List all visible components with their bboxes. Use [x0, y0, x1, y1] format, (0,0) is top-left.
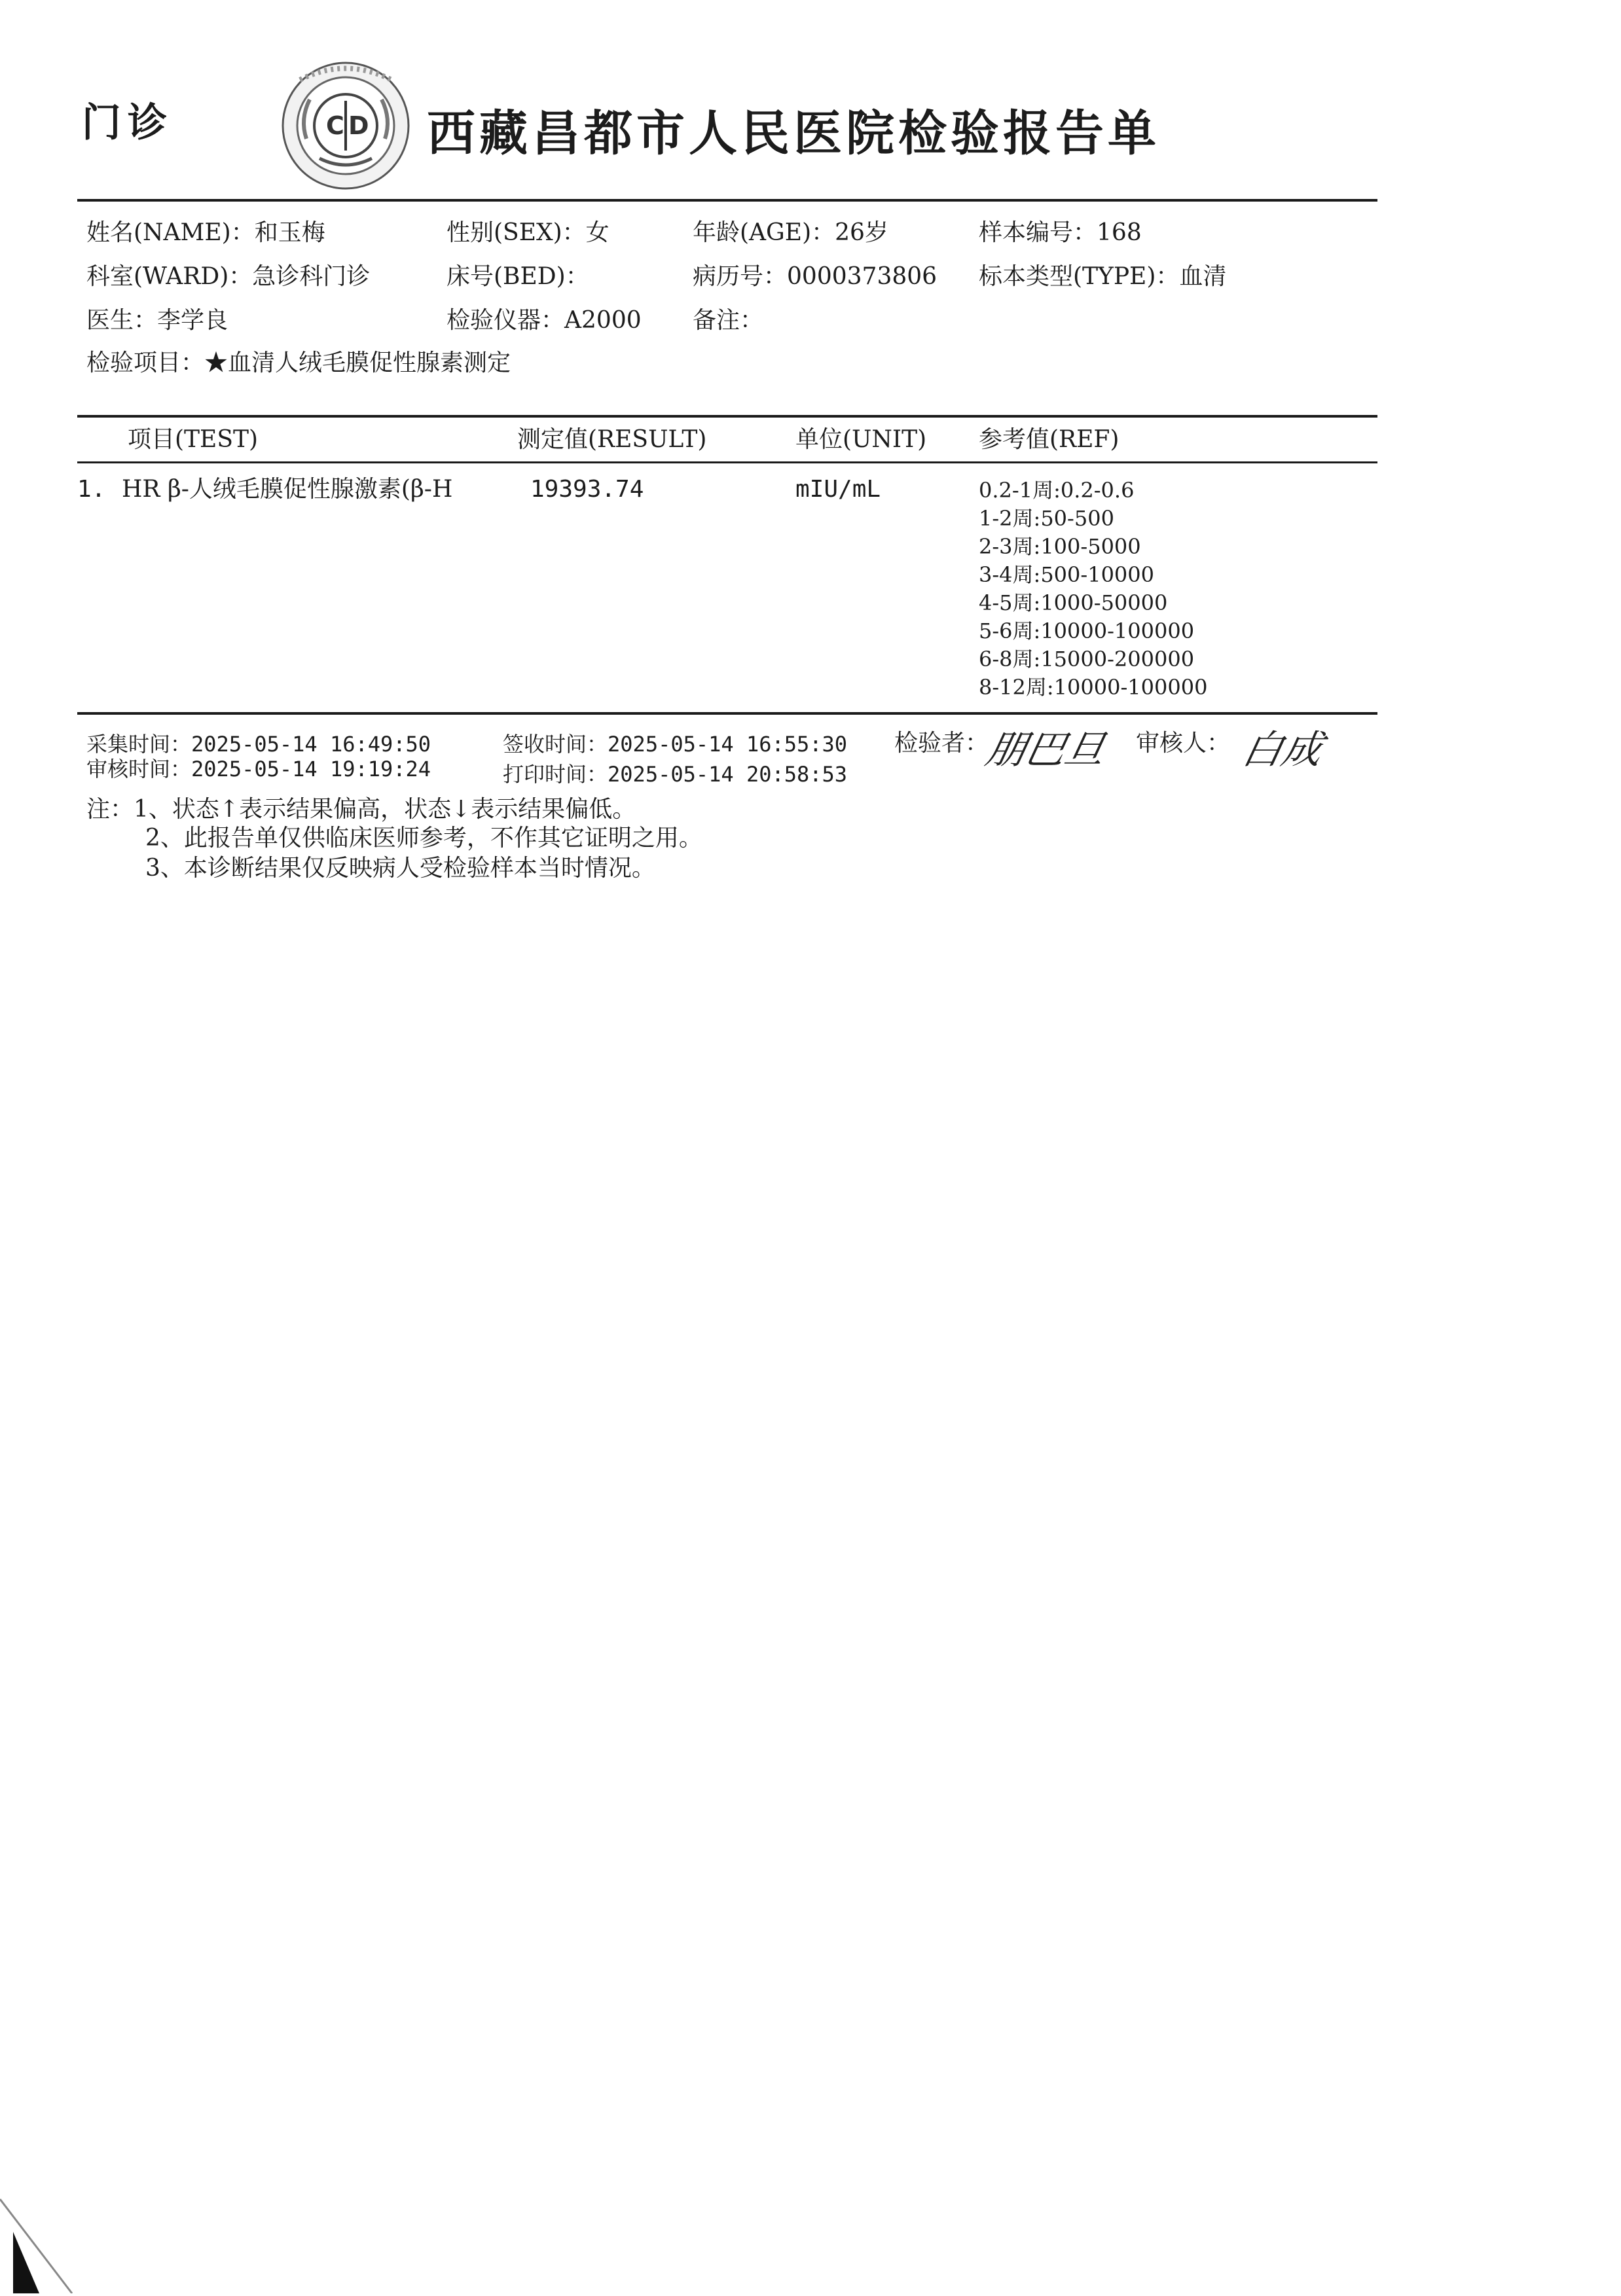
remark-field [693, 309, 763, 332]
ward: 急诊科门诊 [252, 263, 371, 290]
ward-label: 科室(WARD)： [86, 263, 253, 290]
instrument-label: 检验仪器： [446, 307, 565, 334]
receive-time-field [503, 728, 847, 758]
instrument: A2000 [564, 307, 642, 334]
reviewer-label: 审核人： [1136, 730, 1231, 757]
sex-label: 性别(SEX)： [446, 219, 586, 246]
table-bottom-divider [77, 712, 1377, 715]
column-header-result: 测定值(RESULT) [517, 426, 707, 453]
review-time-label: 审核时间： [86, 757, 192, 781]
sample-number-field [979, 221, 1142, 245]
row-index: 1. [77, 476, 106, 503]
test-result: 19393.74 [530, 476, 644, 503]
column-header-unit: 单位(UNIT) [795, 426, 927, 453]
sex-field [446, 221, 610, 245]
svg-text:D: D [348, 111, 369, 140]
reference-range [979, 476, 1207, 702]
doctor-name: 李学良 [157, 307, 228, 334]
header-divider [77, 199, 1377, 202]
reference-line: 2-3周:100-5000 [979, 534, 1141, 559]
print-time-label: 打印时间： [503, 762, 608, 787]
print-time: 2025-05-14 20:58:53 [608, 762, 848, 787]
reference-line: 1-2周:50-500 [979, 506, 1114, 531]
sample-number-label: 样本编号： [979, 219, 1097, 246]
report-title: 西藏昌都市人民医院检验报告单 [427, 105, 1160, 162]
column-header-test: 项目(TEST) [128, 426, 259, 453]
sample-number: 168 [1097, 219, 1142, 246]
age-label: 年龄(AGE)： [693, 219, 835, 246]
collect-time-label: 采集时间： [86, 732, 192, 757]
test-item-label: 检验项目： [86, 350, 205, 376]
reference-line: 8-12周:10000-100000 [979, 675, 1208, 700]
test-item-field [86, 351, 511, 375]
review-time: 2025-05-14 19:19:24 [191, 757, 431, 781]
doctor-label: 医生： [86, 307, 158, 334]
table-header-divider [77, 461, 1377, 463]
scan-corner-mark [0, 2179, 79, 2293]
ward-field [86, 265, 370, 289]
medical-record-number: 0000373806 [787, 263, 938, 290]
reference-line: 4-5周:1000-50000 [979, 590, 1168, 615]
tester-label: 检验者： [894, 730, 989, 757]
receive-time: 2025-05-14 16:55:30 [608, 732, 848, 757]
collect-time: 2025-05-14 16:49:50 [191, 732, 431, 757]
note-line: 2、此报告单仅供临床医师参考，不作其它证明之用。 [145, 825, 702, 852]
note-line: 注：1、状态↑表示结果偏高，状态↓表示结果偏低。 [86, 796, 636, 823]
age-field [693, 221, 888, 245]
sample-type-label: 标本类型(TYPE)： [979, 263, 1180, 290]
name-label: 姓名(NAME)： [86, 219, 255, 246]
receive-time-label: 签收时间： [503, 732, 608, 757]
department-tag: 门诊 [82, 100, 173, 146]
medical-record-label: 病历号： [693, 263, 788, 290]
name-field [86, 221, 325, 245]
instrument-field [446, 309, 642, 332]
test-item: ★血清人绒毛膜促性腺素测定 [204, 350, 511, 376]
sample-type: 血清 [1179, 263, 1227, 290]
patient-age: 26岁 [835, 219, 888, 246]
hospital-seal-logo [280, 60, 411, 191]
table-top-divider [77, 415, 1377, 418]
reference-line: 0.2-1周:0.2-0.6 [979, 478, 1135, 503]
tester-signature: 朋巴旦 [981, 727, 1110, 773]
remark-label: 备注： [693, 307, 764, 334]
patient-name: 和玉梅 [254, 219, 325, 246]
reference-line: 3-4周:500-10000 [979, 562, 1155, 587]
reference-line: 5-6周:10000-100000 [979, 619, 1195, 643]
bed-field [446, 265, 589, 289]
test-unit: mIU/mL [795, 476, 881, 503]
note-line: 3、本诊断结果仅反映病人受检验样本当时情况。 [145, 855, 655, 882]
review-time-field [86, 753, 431, 783]
svg-text:C: C [326, 111, 344, 140]
reference-line: 6-8周:15000-200000 [979, 647, 1195, 672]
doctor-field [86, 309, 228, 332]
patient-sex: 女 [585, 219, 610, 246]
print-time-field [503, 758, 847, 788]
medical-record-field [693, 265, 937, 289]
bed-label: 床号(BED)： [446, 263, 589, 290]
sample-type-field [979, 265, 1226, 289]
test-name: HR β-人绒毛膜促性腺激素(β-H [122, 476, 453, 503]
reviewer-signature: 白成 [1238, 727, 1327, 773]
column-header-ref: 参考值(REF) [979, 426, 1120, 453]
